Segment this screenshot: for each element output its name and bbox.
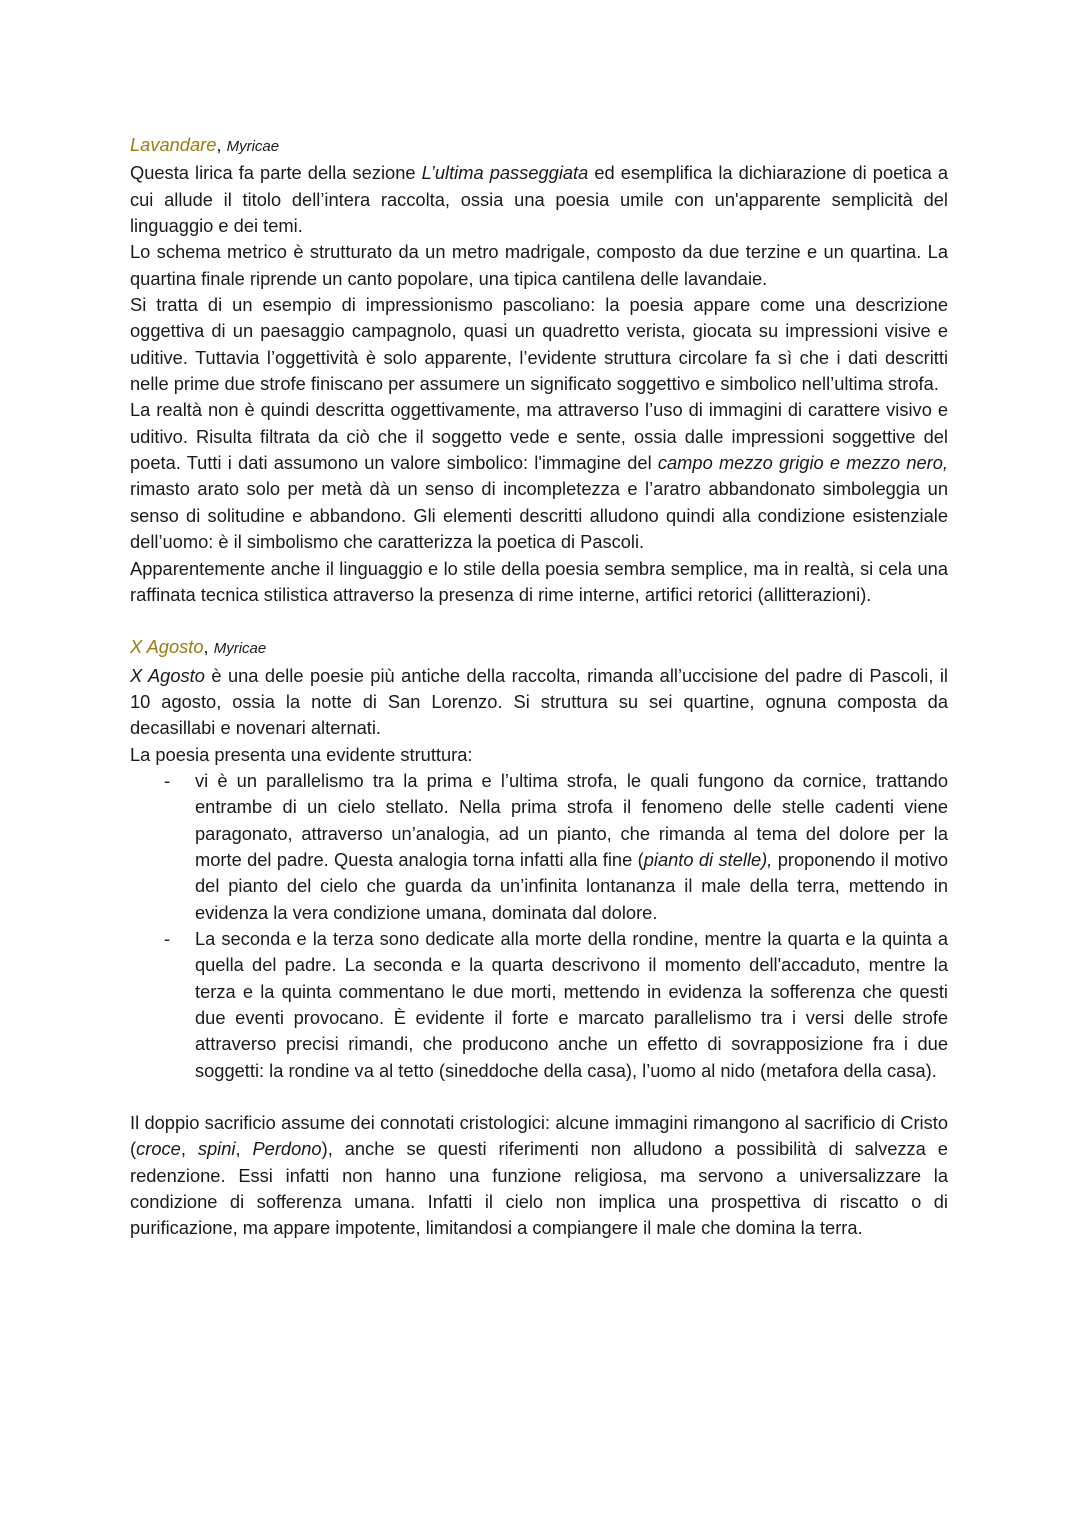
document-page — [130, 132, 948, 1242]
poem-title: Lavandare — [130, 134, 217, 155]
list-item: - La seconda e la terza sono dedicate alla morte della rondine, mentre la quarta e la quinta a quella del padre. La seconda e la quarta descrivono il momento dell'accaduto, mentre la terza e la quinta commentano le due morti, mettendo in evidenza la sofferenza che questi due eventi provocano. È evidente il forte e marcato parallelismo tra i versi delle strofe attraverso precisi rimandi, che producono anche un effetto di sovrapposizione fra i due soggetti: la rondine va al tetto (sineddoche della casa), l’uomo al nido (metafora della casa). — [164, 927, 948, 1081]
emphasis: spini — [197, 1138, 236, 1160]
emphasis: L’ultima passeggiata — [421, 162, 589, 184]
paragraph: Il doppio sacrificio assume dei connotati cristologici: alcune immagini rimangono al sacrificio di Cristo (croce, spini, Perdono), anche se questi riferimenti non alludono a possibilità di salvezza e redenzione. Essi infatti non hanno una funzione religiosa, ma servono a universalizzare la condizione di sofferenza umana. Infatti il cielo non implica una prospettiva di riscatto o di purificazione, ma appare impotente, limitandosi a compiangere il male che domina la terra. — [130, 1112, 948, 1239]
paragraph: X Agosto è una delle poesie più antiche della raccolta, rimanda all’uccisione del padre di Pascoli, il 10 agosto, ossia la notte di San Lorenzo. Si struttura su sei quartine, ognuna composta da decasillabi e novenari alternati. — [130, 664, 948, 739]
paragraph: Lo schema metrico è strutturato da un metro madrigale, composto da due terzine e un quartina. La quartina finale riprende un canto popolare, una tipica cantilena delle lavandaie. — [130, 241, 948, 289]
collection-name: Myricae — [213, 640, 267, 658]
emphasis: croce — [136, 1138, 181, 1160]
paragraph: Questa lirica fa parte della sezione L’ultima passeggiata ed esemplifica la dichiarazione di poetica a cui allude il titolo dell’intera raccolta, ossia una poesia umile con un'apparente semplicità del linguaggio e dei temi. — [130, 162, 949, 237]
section-gap — [130, 608, 948, 634]
section-heading-x-agosto — [130, 634, 948, 662]
heading-separator: , — [203, 636, 209, 658]
paragraph: Apparentemente anche il linguaggio e lo stile della poesia sembra semplice, ma in realtà, si cela una raffinata tecnica stilistica attraverso la presenza di rime interne, artifici retorici (allitterazioni). — [130, 557, 948, 605]
paragraph: La poesia presenta una evidente struttura: — [130, 743, 473, 765]
paragraph: Si tratta di un esempio di impressionismo pascoliano: la poesia appare come una descrizione oggettiva di un paesaggio campagnolo, quasi un quadretto verista, giocata su impressioni visive e uditive. Tuttavia l’oggettività è solo apparente, l’evidente struttura circolare fa sì che i dati descritti nelle prime due strofe finiscano per assumere un significato soggettivo e simbolico nell’ultima strofa. — [130, 294, 948, 395]
emphasis: Perdono — [252, 1138, 322, 1160]
section-gap — [130, 1084, 948, 1110]
list-item: - vi è un parallelismo tra la prima e l’ultima strofa, le quali fungono da cornice, trattando entrambe di un cielo stellato. Nella prima strofa il fenomeno delle stelle cadenti viene paragonato, attraverso un’analogia, ad un pianto, che rimanda al tema del dolore per la morte del padre. Questa analogia torna infatti alla fine (pianto di stelle), proponendo il motivo del pianto del cielo che guarda da un’infinita lontananza il male della terra, mettendo in evidenza la vera condizione umana, dominata dal dolore. — [164, 769, 949, 923]
structure-list — [130, 768, 948, 1084]
emphasis: campo mezzo grigio e mezzo nero, — [657, 452, 948, 474]
dash-bullet: - — [164, 769, 171, 791]
collection-name: Myricae — [226, 138, 280, 155]
paragraph: La realtà non è quindi descritta oggettivamente, ma attraverso l’uso di immagini di carattere visivo e uditivo. Risulta filtrata da ciò che il soggetto vede e sente, ossia dalle impressioni soggettive del poeta. Tutti i dati assumono un valore simbolico: l'immagine del campo mezzo grigio e mezzo nero, rimasto arato solo per metà dà un senso di incompletezza e l’aratro abbandonato simboleggia un senso di solitudine e abbandono. Gli elementi descritti alludono quindi alla condizione esistenziale dell’uomo: è il simbolismo che caratterizza la poetica di Pascoli. — [130, 399, 948, 553]
dash-bullet: - — [164, 927, 171, 949]
section-heading-lavandare — [130, 132, 948, 160]
emphasis: X Agosto — [130, 664, 205, 686]
poem-title: X Agosto — [130, 636, 204, 658]
heading-separator: , — [216, 134, 222, 155]
emphasis: pianto di stelle), — [643, 848, 773, 870]
